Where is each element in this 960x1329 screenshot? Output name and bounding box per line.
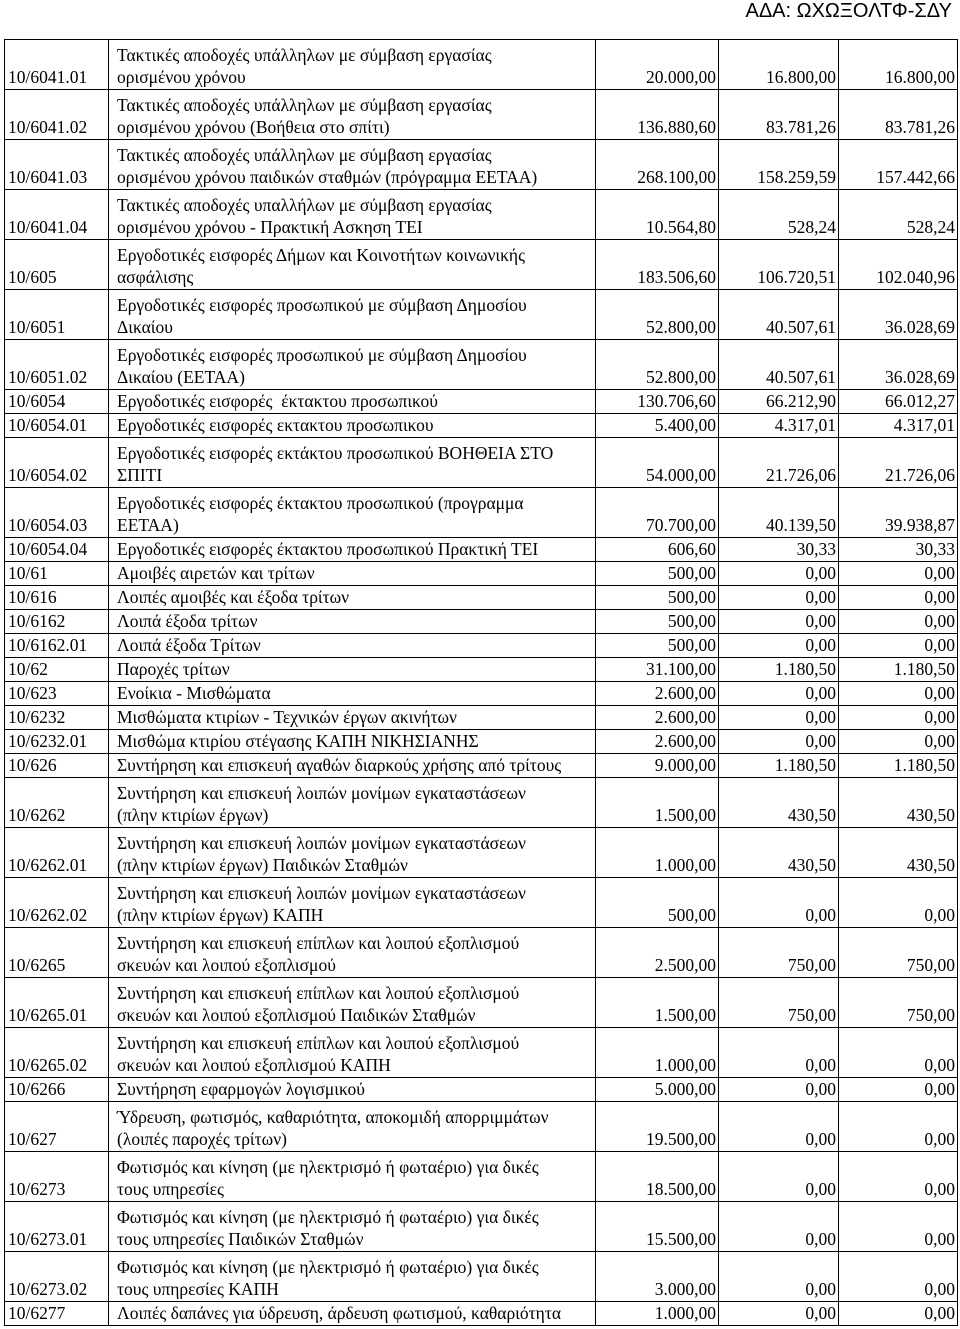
amount-2: 0,00 <box>719 562 839 585</box>
account-code: 10/6041.04 <box>5 190 109 239</box>
table-row <box>5 928 958 978</box>
amount-1: 1.000,00 <box>596 828 719 877</box>
table-row <box>5 1302 958 1326</box>
amount-2: 1.180,50 <box>719 658 839 681</box>
account-description: Συντήρηση και επισκευή λοιπών μονίμων εγκαταστάσεων (πλην κτιρίων έργων) Παιδικών Σταθμών <box>109 828 596 877</box>
amount-1: 20.000,00 <box>596 40 719 89</box>
amount-2: 30,33 <box>719 538 839 561</box>
amount-1: 10.564,80 <box>596 190 719 239</box>
account-description: Φωτισμός και κίνηση (με ηλεκτρισμό ή φωταέριο) για δικές τους υπηρεσίες <box>109 1152 596 1201</box>
amount-1: 130.706,60 <box>596 390 719 413</box>
account-code: 10/6232.01 <box>5 730 109 753</box>
table-row <box>5 1028 958 1078</box>
account-code: 10/6273.02 <box>5 1252 109 1301</box>
amount-1: 606,60 <box>596 538 719 561</box>
table-row <box>5 438 958 488</box>
amount-2: 106.720,51 <box>719 240 839 289</box>
amount-2: 0,00 <box>719 1028 839 1077</box>
table-row <box>5 878 958 928</box>
account-description: Λοιπές δαπάνες για ύδρευση, άρδευση φωτισμού, καθαριότητα <box>109 1302 596 1325</box>
account-code: 10/6054.01 <box>5 414 109 437</box>
table-row <box>5 1102 958 1152</box>
amount-1: 19.500,00 <box>596 1102 719 1151</box>
amount-2: 4.317,01 <box>719 414 839 437</box>
amount-1: 2.600,00 <box>596 682 719 705</box>
table-row <box>5 538 958 562</box>
account-code: 10/6054 <box>5 390 109 413</box>
amount-1: 5.000,00 <box>596 1078 719 1101</box>
amount-3: 0,00 <box>839 610 958 633</box>
account-description: Εργοδοτικές εισφορές Δήμων και Κοινοτήτων κοινωνικής ασφάλισης <box>109 240 596 289</box>
amount-3: 430,50 <box>839 778 958 827</box>
account-code: 10/6265.02 <box>5 1028 109 1077</box>
amount-3: 0,00 <box>839 1252 958 1301</box>
account-description: Φωτισμός και κίνηση (με ηλεκτρισμό ή φωταέριο) για δικές τους υπηρεσίες ΚΑΠΗ <box>109 1252 596 1301</box>
amount-3: 1.180,50 <box>839 754 958 777</box>
amount-2: 0,00 <box>719 1302 839 1325</box>
account-description: Μισθώμα κτιρίου στέγασης ΚΑΠΗ ΝΙΚΗΣΙΑΝΗΣ <box>109 730 596 753</box>
account-code: 10/6041.02 <box>5 90 109 139</box>
amount-1: 500,00 <box>596 562 719 585</box>
amount-3: 0,00 <box>839 562 958 585</box>
table-row <box>5 240 958 290</box>
amount-3: 0,00 <box>839 1152 958 1201</box>
amount-1: 1.500,00 <box>596 978 719 1027</box>
table-row <box>5 290 958 340</box>
account-description: Τακτικές αποδοχές υπάλληλων με σύμβαση εργασίας ορισμένου χρόνου παιδικών σταθμών (πρόγραμμα ΕΕΤΑΑ) <box>109 140 596 189</box>
amount-3: 750,00 <box>839 978 958 1027</box>
table-row <box>5 488 958 538</box>
amount-3: 36.028,69 <box>839 290 958 339</box>
account-code: 10/6162 <box>5 610 109 633</box>
amount-2: 750,00 <box>719 978 839 1027</box>
amount-2: 16.800,00 <box>719 40 839 89</box>
amount-2: 0,00 <box>719 586 839 609</box>
amount-1: 52.800,00 <box>596 290 719 339</box>
account-description: Αμοιβές αιρετών και τρίτων <box>109 562 596 585</box>
table-row <box>5 978 958 1028</box>
amount-3: 66.012,27 <box>839 390 958 413</box>
amount-1: 1.000,00 <box>596 1028 719 1077</box>
amount-1: 70.700,00 <box>596 488 719 537</box>
amount-3: 0,00 <box>839 706 958 729</box>
account-code: 10/6054.02 <box>5 438 109 487</box>
table-row <box>5 414 958 438</box>
account-description: Εργοδοτικές εισφορές προσωπικού με σύμβαση Δημοσίου Δικαίου <box>109 290 596 339</box>
account-code: 10/6266 <box>5 1078 109 1101</box>
amount-2: 0,00 <box>719 1152 839 1201</box>
amount-2: 430,50 <box>719 828 839 877</box>
amount-2: 40.507,61 <box>719 340 839 389</box>
account-code: 10/6262.02 <box>5 878 109 927</box>
table-row <box>5 682 958 706</box>
amount-2: 1.180,50 <box>719 754 839 777</box>
amount-2: 0,00 <box>719 634 839 657</box>
amount-1: 500,00 <box>596 634 719 657</box>
amount-2: 21.726,06 <box>719 438 839 487</box>
table-row <box>5 1252 958 1302</box>
amount-2: 66.212,90 <box>719 390 839 413</box>
amount-3: 21.726,06 <box>839 438 958 487</box>
account-code: 10/6265 <box>5 928 109 977</box>
account-description: Λοιπά έξοδα Τρίτων <box>109 634 596 657</box>
account-code: 10/6162.01 <box>5 634 109 657</box>
account-description: Τακτικές αποδοχές υπαλλήλων με σύμβαση εργασίας ορισμένου χρόνου - Πρακτική Ασκηση ΤΕΙ <box>109 190 596 239</box>
amount-1: 183.506,60 <box>596 240 719 289</box>
account-description: Συντήρηση και επισκευή επίπλων και λοιπού εξοπλισμού σκευών και λοιπού εξοπλισμού <box>109 928 596 977</box>
amount-1: 268.100,00 <box>596 140 719 189</box>
amount-2: 40.139,50 <box>719 488 839 537</box>
amount-1: 500,00 <box>596 586 719 609</box>
account-code: 10/6054.04 <box>5 538 109 561</box>
table-row <box>5 658 958 682</box>
amount-3: 528,24 <box>839 190 958 239</box>
amount-2: 0,00 <box>719 730 839 753</box>
account-code: 10/6232 <box>5 706 109 729</box>
account-description: Ενοίκια - Μισθώματα <box>109 682 596 705</box>
table-row <box>5 706 958 730</box>
account-code: 10/6051 <box>5 290 109 339</box>
amount-3: 0,00 <box>839 1028 958 1077</box>
account-description: Εργοδοτικές εισφορές εκτακτου προσωπικου <box>109 414 596 437</box>
account-description: Συντήρηση εφαρμογών λογισμικού <box>109 1078 596 1101</box>
amount-1: 2.600,00 <box>596 706 719 729</box>
amount-1: 1.000,00 <box>596 1302 719 1325</box>
account-code: 10/623 <box>5 682 109 705</box>
amount-2: 0,00 <box>719 706 839 729</box>
table-row <box>5 390 958 414</box>
table-row <box>5 754 958 778</box>
amount-1: 54.000,00 <box>596 438 719 487</box>
account-description: Φωτισμός και κίνηση (με ηλεκτρισμό ή φωταέριο) για δικές τους υπηρεσίες Παιδικών Σταθμών <box>109 1202 596 1251</box>
amount-2: 0,00 <box>719 610 839 633</box>
account-code: 10/6262.01 <box>5 828 109 877</box>
amount-1: 2.500,00 <box>596 928 719 977</box>
table-row <box>5 778 958 828</box>
amount-2: 528,24 <box>719 190 839 239</box>
account-code: 10/6051.02 <box>5 340 109 389</box>
amount-2: 430,50 <box>719 778 839 827</box>
amount-1: 52.800,00 <box>596 340 719 389</box>
amount-3: 0,00 <box>839 1102 958 1151</box>
amount-1: 31.100,00 <box>596 658 719 681</box>
table-row <box>5 634 958 658</box>
amount-1: 3.000,00 <box>596 1252 719 1301</box>
account-code: 10/6277 <box>5 1302 109 1325</box>
amount-3: 39.938,87 <box>839 488 958 537</box>
amount-3: 0,00 <box>839 682 958 705</box>
amount-3: 36.028,69 <box>839 340 958 389</box>
amount-3: 102.040,96 <box>839 240 958 289</box>
account-code: 10/6265.01 <box>5 978 109 1027</box>
table-row <box>5 1152 958 1202</box>
account-description: Τακτικές αποδοχές υπάλληλων με σύμβαση εργασίας ορισμένου χρόνου <box>109 40 596 89</box>
amount-3: 0,00 <box>839 1302 958 1325</box>
amount-3: 157.442,66 <box>839 140 958 189</box>
budget-table <box>4 39 958 1326</box>
amount-1: 1.500,00 <box>596 778 719 827</box>
table-row <box>5 730 958 754</box>
account-code: 10/626 <box>5 754 109 777</box>
account-code: 10/6041.03 <box>5 140 109 189</box>
amount-3: 1.180,50 <box>839 658 958 681</box>
document-ada-code: ΑΔΑ: ΩΧΩΞΟΛΤΦ-ΣΔΥ <box>745 0 952 22</box>
table-row <box>5 1078 958 1102</box>
amount-1: 9.000,00 <box>596 754 719 777</box>
account-description: Εργοδοτικές εισφορές έκτακτου προσωπικού Πρακτική ΤΕΙ <box>109 538 596 561</box>
amount-2: 0,00 <box>719 682 839 705</box>
amount-3: 30,33 <box>839 538 958 561</box>
table-row <box>5 562 958 586</box>
amount-3: 83.781,26 <box>839 90 958 139</box>
account-code: 10/616 <box>5 586 109 609</box>
amount-3: 430,50 <box>839 828 958 877</box>
account-description: Εργοδοτικές εισφορές έκτακτου προσωπικού <box>109 390 596 413</box>
account-code: 10/6273.01 <box>5 1202 109 1251</box>
table-row <box>5 610 958 634</box>
table-row <box>5 340 958 390</box>
amount-1: 18.500,00 <box>596 1152 719 1201</box>
account-description: Εργοδοτικές εισφορές προσωπικού με σύμβαση Δημοσίου Δικαίου (ΕΕΤΑΑ) <box>109 340 596 389</box>
amount-2: 83.781,26 <box>719 90 839 139</box>
table-row <box>5 140 958 190</box>
account-description: Μισθώματα κτιρίων - Τεχνικών έργων ακινήτων <box>109 706 596 729</box>
amount-1: 5.400,00 <box>596 414 719 437</box>
account-description: Εργοδοτικές εισφορές έκτακτου προσωπικού (προγραμμα ΕΕΤΑΑ) <box>109 488 596 537</box>
account-description: Συντήρηση και επισκευή επίπλων και λοιπού εξοπλισμού σκευών και λοιπού εξοπλισμού Παιδικών Σταθμών <box>109 978 596 1027</box>
account-description: Παροχές τρίτων <box>109 658 596 681</box>
account-description: Συντήρηση και επισκευή επίπλων και λοιπού εξοπλισμού σκευών και λοιπού εξοπλισμού ΚΑΠΗ <box>109 1028 596 1077</box>
table-row <box>5 90 958 140</box>
account-description: Συντήρηση και επισκευή λοιπών μονίμων εγκαταστάσεων (πλην κτιρίων έργων) ΚΑΠΗ <box>109 878 596 927</box>
account-code: 10/61 <box>5 562 109 585</box>
amount-1: 2.600,00 <box>596 730 719 753</box>
table-row <box>5 1202 958 1252</box>
amount-2: 0,00 <box>719 1202 839 1251</box>
amount-2: 0,00 <box>719 1102 839 1151</box>
amount-1: 136.880,60 <box>596 90 719 139</box>
account-description: Λοιπές αμοιβές και έξοδα τρίτων <box>109 586 596 609</box>
account-description: Τακτικές αποδοχές υπάλληλων με σύμβαση εργασίας ορισμένου χρόνου (Βοήθεια στο σπίτι) <box>109 90 596 139</box>
account-description: Λοιπά έξοδα τρίτων <box>109 610 596 633</box>
table-row <box>5 586 958 610</box>
amount-2: 0,00 <box>719 1078 839 1101</box>
table-row <box>5 40 958 90</box>
account-code: 10/6273 <box>5 1152 109 1201</box>
account-description: Εργοδοτικές εισφορές εκτάκτου προσωπικού ΒΟΗΘΕΙΑ ΣΤΟ ΣΠΙΤΙ <box>109 438 596 487</box>
amount-2: 0,00 <box>719 878 839 927</box>
amount-3: 0,00 <box>839 878 958 927</box>
account-code: 10/6041.01 <box>5 40 109 89</box>
amount-1: 500,00 <box>596 878 719 927</box>
amount-3: 0,00 <box>839 1078 958 1101</box>
account-code: 10/6262 <box>5 778 109 827</box>
amount-3: 4.317,01 <box>839 414 958 437</box>
account-description: Συντήρηση και επισκευή λοιπών μονίμων εγκαταστάσεων (πλην κτιρίων έργων) <box>109 778 596 827</box>
account-description: Ύδρευση, φωτισμός, καθαριότητα, αποκομιδή απορριμμάτων (λοιπές παροχές τρίτων) <box>109 1102 596 1151</box>
table-row <box>5 190 958 240</box>
amount-3: 16.800,00 <box>839 40 958 89</box>
account-code: 10/6054.03 <box>5 488 109 537</box>
table-row <box>5 828 958 878</box>
account-code: 10/605 <box>5 240 109 289</box>
amount-1: 500,00 <box>596 610 719 633</box>
amount-3: 0,00 <box>839 634 958 657</box>
amount-1: 15.500,00 <box>596 1202 719 1251</box>
amount-2: 158.259,59 <box>719 140 839 189</box>
account-code: 10/62 <box>5 658 109 681</box>
amount-2: 750,00 <box>719 928 839 977</box>
amount-3: 0,00 <box>839 1202 958 1251</box>
account-code: 10/627 <box>5 1102 109 1151</box>
amount-2: 40.507,61 <box>719 290 839 339</box>
amount-3: 750,00 <box>839 928 958 977</box>
amount-3: 0,00 <box>839 586 958 609</box>
account-description: Συντήρηση και επισκευή αγαθών διαρκούς χρήσης από τρίτους <box>109 754 596 777</box>
amount-2: 0,00 <box>719 1252 839 1301</box>
amount-3: 0,00 <box>839 730 958 753</box>
